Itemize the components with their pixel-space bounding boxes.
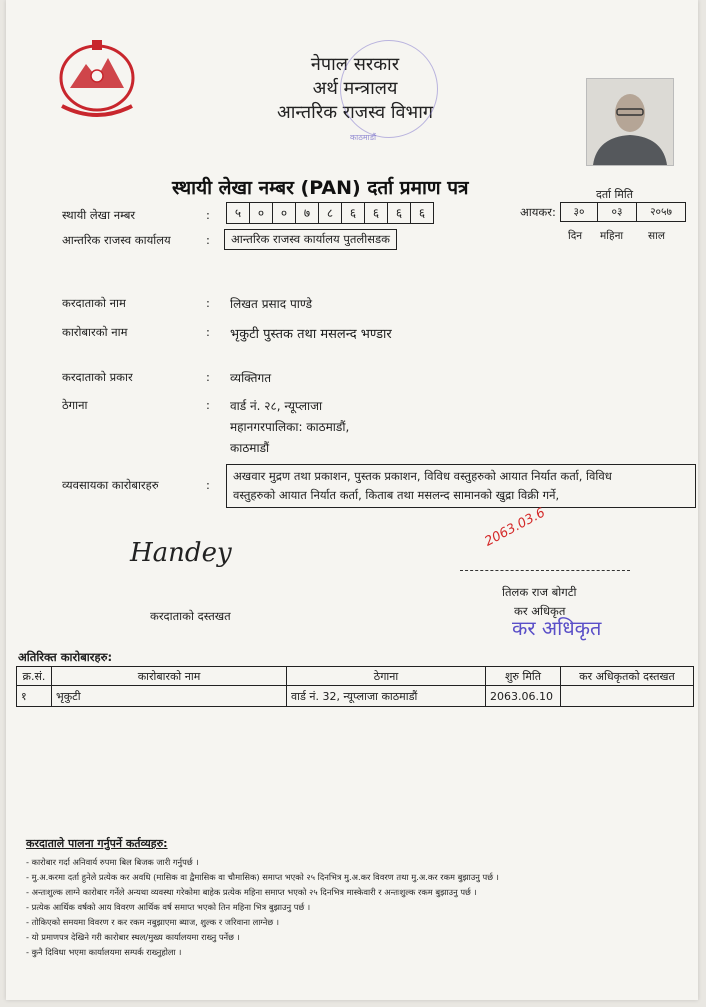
business-name-label: कारोबारको नाम <box>62 325 128 339</box>
taxpayer-photo <box>586 78 674 166</box>
address-label: ठेगाना <box>62 398 88 412</box>
business-name: भृकुटी पुस्तक तथा मसलन्द भण्डार <box>230 327 392 342</box>
table-cell: वार्ड नं. 32, न्यूप्लाजा काठमाडौं <box>287 686 486 707</box>
table-cell <box>561 686 694 707</box>
duty-item: - कारोबार गर्दा अनिवार्य रुपमा बिल बिजक जारी गर्नुपर्छ । <box>26 857 199 867</box>
address-line-1: वार्ड नं. २८, न्यूप्लाजा <box>230 399 323 413</box>
pan-digit: ६ <box>418 206 426 220</box>
business-activities-box <box>226 464 696 508</box>
registration-date-box <box>560 202 686 222</box>
duty-item: - तोकिएको समयमा विवरण र कर रकम नबुझाएमा ब्याज, शुल्क र जरिवाना लाग्नेछ । <box>26 917 279 927</box>
office-seal-icon <box>340 40 438 138</box>
registration-date-prefix: आयकर: <box>520 205 556 219</box>
date-day: ३० <box>561 203 598 221</box>
date-day-label: दिन <box>568 230 583 242</box>
pan-digit: ५ <box>227 203 250 223</box>
pan-digit: ० <box>273 203 296 223</box>
column-header: शुरु मिति <box>486 667 561 686</box>
colon: : <box>206 325 210 339</box>
date-year: २०५७ <box>650 206 672 218</box>
officer-name: तिलक राज बोगटी <box>502 585 577 599</box>
office-label: आन्तरिक राजस्व कार्यालय <box>62 233 171 247</box>
table-row <box>17 686 694 707</box>
column-header: कर अधिकृतको दस्तखत <box>561 667 694 686</box>
date-month: ०३ <box>598 203 637 221</box>
office-value: आन्तरिक राजस्व कार्यालय पुतलीसडक <box>224 229 397 250</box>
officer-stamp: कर अधिकृत <box>512 616 602 640</box>
person-photo-icon <box>587 79 673 165</box>
pan-digit: ६ <box>388 203 411 223</box>
nepal-emblem-icon <box>48 36 146 124</box>
taxpayer-name-label: करदाताको नाम <box>62 296 126 310</box>
pan-digit: ८ <box>319 203 342 223</box>
table-cell: भृकुटी <box>52 686 287 707</box>
taxpayer-signature-label: करदाताको दस्तखत <box>150 609 231 623</box>
duty-item: - यो प्रमाणपत्र देखिने गरी कारोबार स्थल/मुख्य कार्यालयमा राख्नु पर्नेछ । <box>26 932 240 942</box>
certificate-title: स्थायी लेखा नम्बर (PAN) दर्ता प्रमाण पत्र <box>172 177 469 199</box>
business-activities-label: व्यवसायका कारोबारहरु <box>62 478 159 492</box>
duty-item: - प्रत्येक आर्थिक वर्षको आय विवरण आर्थिक वर्ष समाप्त भएको तिन महिना भित्र बुझाउनु पर्छ । <box>26 902 311 912</box>
office-colon: : <box>206 233 210 247</box>
duty-item: - अन्तःशुल्क लाग्ने कारोबार गर्नेले अन्यथा व्यवस्था गरेकोमा बाहेक प्रत्येक महिना समाप्त भएको २५ दिनभित्र मास्केवारी र अन्तःशुल्क रकम बुझाउनु पर्छ । <box>26 887 477 897</box>
table-header-row <box>17 667 694 686</box>
government-name: नेपाल सरकार <box>310 54 400 75</box>
duties-heading: करदाताले पालना गर्नुपर्ने कर्तव्यहरु: <box>26 837 168 850</box>
colon: : <box>206 296 210 310</box>
taxpayer-type-label: करदाताको प्रकार <box>62 370 133 384</box>
registration-date-label: दर्ता मिति <box>596 188 634 201</box>
pan-digit: ६ <box>342 203 365 223</box>
address-line-3: काठमाडौं <box>230 441 270 455</box>
pan-colon: : <box>206 208 210 222</box>
taxpayer-duties <box>26 836 690 960</box>
table-cell: १ <box>17 686 52 707</box>
date-year-label: साल <box>648 230 665 242</box>
business-activities-line-2: वस्तुहरुको आयात निर्यात कर्ता, किताब तथा मसलन्द सामानको खुद्रा विक्री गर्ने, <box>233 488 560 502</box>
taxpayer-name: लिखत प्रसाद पाण्डे <box>230 297 312 311</box>
seal-place: काठमाडौं <box>350 133 377 142</box>
table-cell: 2063.06.10 <box>486 686 561 707</box>
date-month-label: महिना <box>600 230 624 242</box>
officer-title: कर अधिकृत <box>514 604 566 618</box>
column-header: कारोबारको नाम <box>52 667 287 686</box>
department-name: आन्तरिक राजस्व विभाग <box>276 102 433 123</box>
pan-digit: ० <box>250 203 273 223</box>
duty-item: - कुनै दिविधा भएमा कार्यालयमा सम्पर्क राख्नुहोला । <box>26 947 182 957</box>
additional-businesses-label: अतिरिक्त कारोबारहरु: <box>18 650 113 664</box>
taxpayer-type: व्यक्तिगत <box>230 371 272 385</box>
colon: : <box>206 478 210 492</box>
pan-digit: ७ <box>296 203 319 223</box>
taxpayer-signature: Handey <box>130 538 232 568</box>
colon: : <box>206 398 210 412</box>
colon: : <box>206 370 210 384</box>
pan-label: स्थायी लेखा नम्बर <box>62 208 136 222</box>
address-line-2: महानगरपालिका: काठमाडौं, <box>230 420 350 434</box>
pan-digit: ६ <box>365 203 388 223</box>
ministry-name: अर्थ मन्त्रालय <box>312 78 398 99</box>
column-header: ठेगाना <box>287 667 486 686</box>
business-activities-line-1: अखवार मुद्रण तथा प्रकाशन, पुस्तक प्रकाशन, विविध वस्तुहरुको आयात निर्यात कर्ता, विविध <box>233 469 612 483</box>
column-header: क्र.सं. <box>17 667 52 686</box>
additional-businesses-table <box>16 666 694 707</box>
officer-signature-line <box>460 570 630 571</box>
pan-number-box <box>226 202 434 224</box>
officer-handwriting: 2063.03.6 <box>482 505 548 550</box>
duty-item: - मु.अ.करमा दर्ता हुनेले प्रत्येक कर अवधि (मासिक वा द्वैमासिक वा चौमासिक) समाप्त भएको २५ दिनभित्र मु.अ.कर विवरण तथा मु.अ.कर रकम बुझाउनु पर्छ । <box>26 872 499 882</box>
